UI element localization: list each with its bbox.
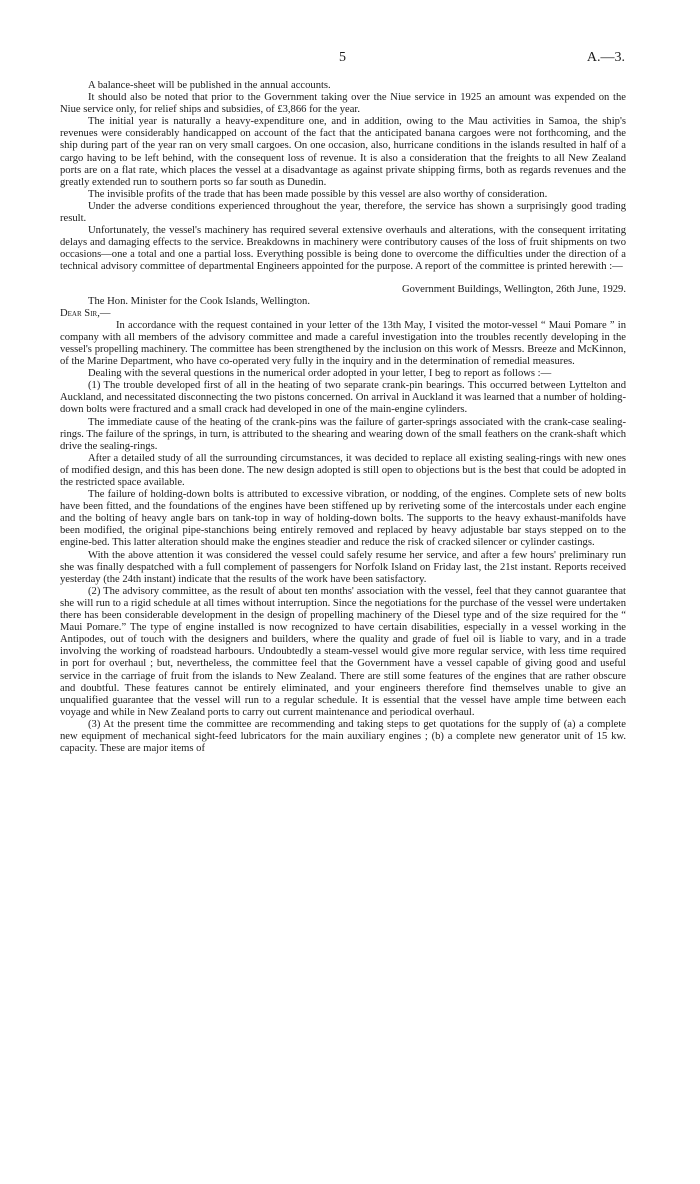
- letter-paragraph: In accordance with the request contained in your letter of the 13th May, I visited the motor-vessel “ Maui Pomare ” in company with all members of the advisory committee and made a careful investigation into the troubles recently developing in the vessel's propelling machinery. The committee has been strengthened by the inclusion on this work of Messrs. Breeze and McKinnon, of the Marine Department, who have co-operated very fully in the inquiry and in the determination of remedial measures.: [60, 319, 626, 368]
- document-reference: A.—3.: [586, 50, 625, 65]
- paragraph: Unfortunately, the vessel's machinery has required several extensive overhauls and alterations, with the consequent irritating delays and damaging effects to the service. Breakdowns in machinery were contributory causes of the loss of fruit shipments on two occasions—one a total and one a partial loss. Everything possible is being done to overcome the difficulties under the direction of a technical advisory committee of departmental Engineers appointed for the purpose. A report of the committee is printed herewith :—: [60, 225, 626, 273]
- letter-address: The Hon. Minister for the Cook Islands, Wellington.: [88, 295, 310, 307]
- letter-paragraph: With the above attention it was considered the vessel could safely resume her service, and after a few hours' preliminary run she was finally despatched with a full complement of passengers for Norfolk Island on Friday last, the 21st instant. Reports received yesterday (the 24th instant) indicate that the results of the work have been satisfactory.: [60, 549, 626, 585]
- page-number: 5: [339, 50, 346, 65]
- paragraph: It should also be noted that prior to the Government taking over the Niue service in 1925 an amount was expended on the Niue service only, for relief ships and subsidies, of £3,866 for the year.: [60, 92, 626, 116]
- letter-paragraph: After a detailed study of all the surrounding circumstances, it was decided to replace all existing sealing-rings with new ones of modified design, and this has been done. The new design adopted is still open to objections but is the best that could be adopted in the restricted space available.: [60, 452, 626, 488]
- paragraph: The initial year is naturally a heavy-expenditure one, and in addition, owing to the Mau activities in Samoa, the ship's revenues were considerably handicapped on account of the fact that the anticipated banana cargoes were not forthcoming, and the ship during part of the year ran on very small cargoes. On one occasion, also, hurricane conditions in the islands resulted in half of a cargo having to be left behind, with the consequent loss of revenue. It is also a consideration that the freights to all New Zealand ports are on a flat rate, which places the vessel at a disadvantage as against private shipping firms, both as regards revenues and the greatly extended run to southern ports so far south as Dunedin.: [60, 116, 626, 188]
- letter-salutation: Dear Sir,—: [60, 307, 111, 319]
- letter-paragraph: (3) At the present time the committee are recommending and taking steps to get quotations for the supply of (a) a complete new equipment of mechanical sight-feed lubricators for the main auxiliary engines ; (b) a complete new generator unit of 15 kw. capacity. These are major items of: [60, 718, 626, 755]
- letter-paragraph: The failure of holding-down bolts is attributed to excessive vibration, or nodding, of the engines. Complete sets of new bolts have been fitted, and the foundations of the engines have been stiffened up by reriveting some of the intercostals under each engine and the bolting of heavy angle bars on tank-top in way of holding-down bolts. The supports to the heavy exhaust-manifolds have been modified, the original pipe-stanchions being entirely removed and replaced by heavy adjustable bar stays stepped on to the engine-bed. This latter alteration should make the engines steadier and reduce the risk of cracked silencer or cylinder castings.: [60, 489, 626, 549]
- letter-dateline: Government Buildings, Wellington, 26th June, 1929.: [401, 283, 626, 295]
- page-header: [60, 50, 625, 70]
- paragraph: Under the adverse conditions experienced throughout the year, therefore, the service has shown a surprisingly good trading result.: [60, 200, 626, 225]
- letter-paragraph: The immediate cause of the heating of the crank-pins was the failure of garter-springs associated with the crank-case sealing-rings. The failure of the springs, in turn, is attributed to the shearing and wearing down of the small feathers on the crank-shaft which drive the sealing-rings.: [60, 416, 626, 452]
- paragraph: The invisible profits of the trade that has been made possible by this vessel are also worthy of consideration.: [88, 188, 548, 200]
- paragraph: A balance-sheet will be published in the annual accounts.: [88, 80, 331, 91]
- letter-paragraph: (1) The trouble developed first of all in the heating of two separate crank-pin bearings. This occurred between Lyttelton and Auckland, and necessitated disconnecting the two pistons concerned. On arrival in Auckland it was learned that a number of holding-down bolts were fractured and a small crack had developed in one of the main-engine cylinders.: [60, 380, 626, 416]
- letter-paragraph: Dealing with the several questions in the numerical order adopted in your letter, I beg to report as follows :—: [88, 368, 552, 380]
- body-text: [60, 80, 626, 755]
- letter-paragraph: (2) The advisory committee, as the result of about ten months' association with the vessel, feel that they cannot guarantee that she will run to a rigid schedule at all times without interruption. Since the negotiations for the purchase of the vessel were undertaken there has been considerable development in the design of propelling machinery of the Diesel type and of the size required for the “ Maui Pomare.” The type of engine installed is now recognized to have certain disabilities, especially in a vessel working in the Antipodes, out of touch with the designers and builders, where the quality and grade of fuel oil is liable to vary, and in a trade involving the working of roadstead harbours. Undoubtedly a steam-vessel would give more regular service, with less time required in port for overhaul ; but, nevertheless, the committee feel that the Government have a vessel capable of giving good and useful service in the carriage of fruit from the islands to New Zealand. There are still some features of the engines that are rather obscure and doubtful. These features cannot be entirely eliminated, and your engineers therefore find themselves unable to give an unqualified guarantee that the vessel will run to a regular schedule. It is essential that the vessel have ample time between each voyage and while in New Zealand ports to carry out current maintenance and periodical overhaul.: [60, 585, 626, 718]
